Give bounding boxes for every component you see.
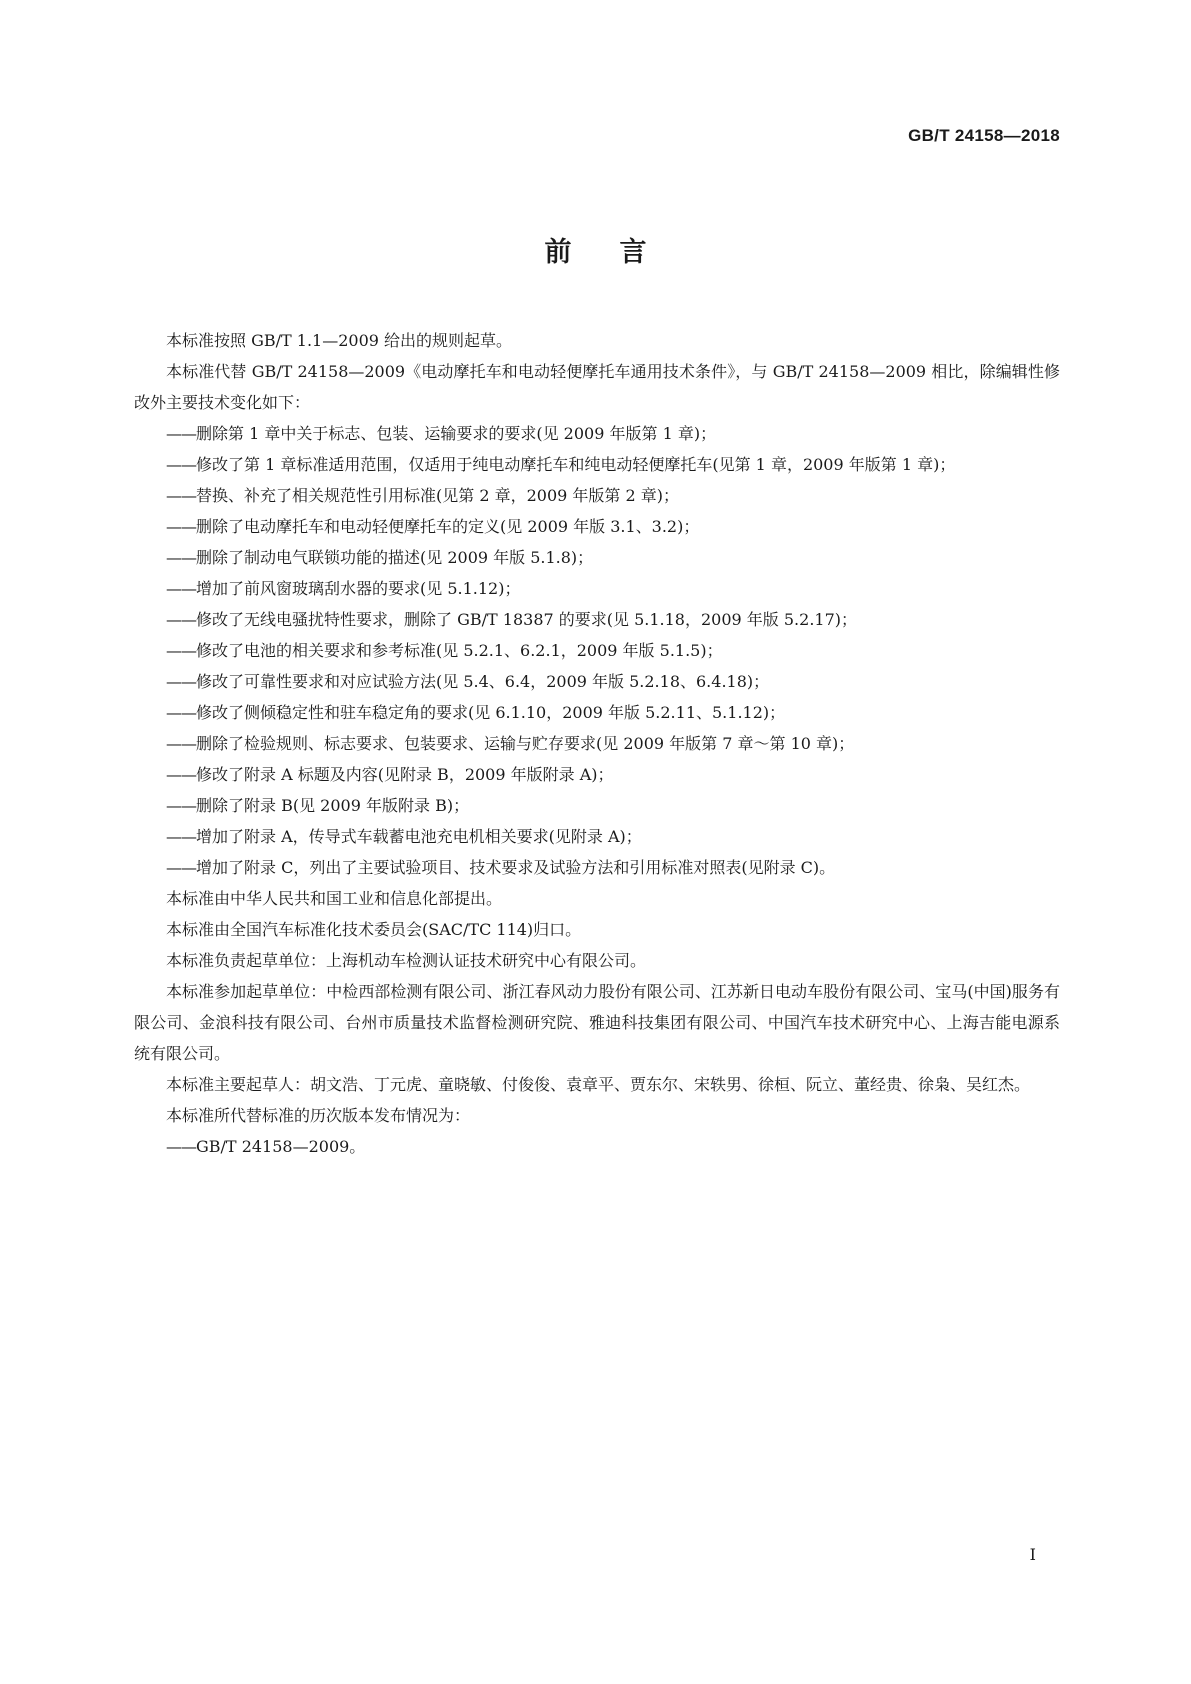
dash-marker: —— bbox=[166, 672, 196, 691]
change-item-text: 增加了附录 A，传导式车载蓄电池充电机相关要求(见附录 A)； bbox=[196, 827, 642, 846]
change-item-text: 删除了电动摩托车和电动轻便摩托车的定义(见 2009 年版 3.1、3.2)； bbox=[196, 517, 700, 536]
closing-paragraph: 本标准主要起草人：胡文浩、丁元虎、童晓敏、付俊俊、袁章平、贾东尔、宋轶男、徐桓、阮立、董经贵、徐枭、吴红杰。 bbox=[166, 1075, 1031, 1094]
change-item-text: 修改了电池的相关要求和参考标准(见 5.2.1、6.2.1，2009 年版 5.1.5)； bbox=[196, 641, 723, 660]
change-item bbox=[134, 728, 1060, 759]
history-item-text: GB/T 24158—2009。 bbox=[196, 1137, 366, 1156]
page-title: 前言 bbox=[544, 237, 695, 268]
dash-marker: —— bbox=[166, 424, 196, 443]
change-item-text: 删除第 1 章中关于标志、包装、运输要求的要求(见 2009 年版第 1 章)； bbox=[196, 424, 717, 443]
change-item bbox=[134, 635, 1060, 666]
change-item-text: 删除了制动电气联锁功能的描述(见 2009 年版 5.1.8)； bbox=[196, 548, 594, 567]
closing-paragraph: 本标准所代替标准的历次版本发布情况为： bbox=[166, 1106, 471, 1125]
closing-paragraph: 本标准参加起草单位：中检西部检测有限公司、浙江春风动力股份有限公司、江苏新日电动车股份有限公司、宝马(中国)服务有限公司、金浪科技有限公司、台州市质量技术监督检测研究院、雅迪科技集团有限公司、中国汽车技术研究中心、上海吉能电源系统有限公司。 bbox=[134, 982, 1060, 1063]
change-item bbox=[134, 697, 1060, 728]
change-item-text: 删除了附录 B(见 2009 年版附录 B)； bbox=[196, 796, 470, 815]
dash-marker: —— bbox=[166, 548, 196, 567]
change-item bbox=[134, 604, 1060, 635]
dash-marker: —— bbox=[166, 579, 196, 598]
change-item bbox=[134, 511, 1060, 542]
intro-paragraph: 本标准代替 GB/T 24158—2009《电动摩托车和电动轻便摩托车通用技术条件》，与 GB/T 24158—2009 相比，除编辑性修改外主要技术变化如下： bbox=[134, 362, 1060, 412]
dash-marker: —— bbox=[166, 858, 196, 877]
change-item bbox=[134, 852, 1060, 883]
change-item-text: 修改了侧倾稳定性和驻车稳定角的要求(见 6.1.10，2009 年版 5.2.11、5.1.12)； bbox=[196, 703, 786, 722]
change-item-text: 修改了第 1 章标准适用范围，仅适用于纯电动摩托车和纯电动轻便摩托车(见第 1 章，2009 年版第 1 章)； bbox=[196, 455, 956, 474]
change-item bbox=[134, 449, 1060, 480]
dash-marker: —— bbox=[166, 796, 196, 815]
change-item-text: 修改了附录 A 标题及内容(见附录 B，2009 年版附录 A)； bbox=[196, 765, 614, 784]
change-item-text: 修改了无线电骚扰特性要求，删除了 GB/T 18387 的要求(见 5.1.18，2009 年版 5.2.17)； bbox=[196, 610, 858, 629]
dash-marker: —— bbox=[166, 641, 196, 660]
change-item bbox=[134, 573, 1060, 604]
closing-paragraph: 本标准由中华人民共和国工业和信息化部提出。 bbox=[166, 889, 503, 908]
dash-marker: —— bbox=[166, 765, 196, 784]
change-item-text: 删除了检验规则、标志要求、包装要求、运输与贮存要求(见 2009 年版第 7 章～第 10 章)； bbox=[196, 734, 855, 753]
closing-paragraph: 本标准负责起草单位：上海机动车检测认证技术研究中心有限公司。 bbox=[166, 951, 647, 970]
dash-marker: —— bbox=[166, 1137, 196, 1156]
change-item-text: 替换、补充了相关规范性引用标准(见第 2 章，2009 年版第 2 章)； bbox=[196, 486, 679, 505]
change-item bbox=[134, 790, 1060, 821]
change-item bbox=[134, 666, 1060, 697]
intro-paragraph: 本标准按照 GB/T 1.1—2009 给出的规则起草。 bbox=[166, 331, 513, 350]
dash-marker: —— bbox=[166, 827, 196, 846]
dash-marker: —— bbox=[166, 610, 196, 629]
change-item bbox=[134, 542, 1060, 573]
closing-paragraph: 本标准由全国汽车标准化技术委员会(SAC/TC 114)归口。 bbox=[166, 920, 582, 939]
change-item bbox=[134, 759, 1060, 790]
change-item-text: 增加了前风窗玻璃刮水器的要求(见 5.1.12)； bbox=[196, 579, 521, 598]
history-item bbox=[134, 1131, 1060, 1162]
page-number: I bbox=[1029, 1545, 1036, 1564]
dash-marker: —— bbox=[166, 517, 196, 536]
change-item bbox=[134, 418, 1060, 449]
dash-marker: —— bbox=[166, 703, 196, 722]
change-item-text: 修改了可靠性要求和对应试验方法(见 5.4、6.4，2009 年版 5.2.18、6.4.18)； bbox=[196, 672, 770, 691]
dash-marker: —— bbox=[166, 734, 196, 753]
standard-code: GB/T 24158—2018 bbox=[908, 126, 1060, 145]
dash-marker: —— bbox=[166, 486, 196, 505]
foreword-body bbox=[134, 325, 1060, 1162]
dash-marker: —— bbox=[166, 455, 196, 474]
change-item bbox=[134, 480, 1060, 511]
change-item bbox=[134, 821, 1060, 852]
change-item-text: 增加了附录 C，列出了主要试验项目、技术要求及试验方法和引用标准对照表(见附录 C)。 bbox=[196, 858, 836, 877]
